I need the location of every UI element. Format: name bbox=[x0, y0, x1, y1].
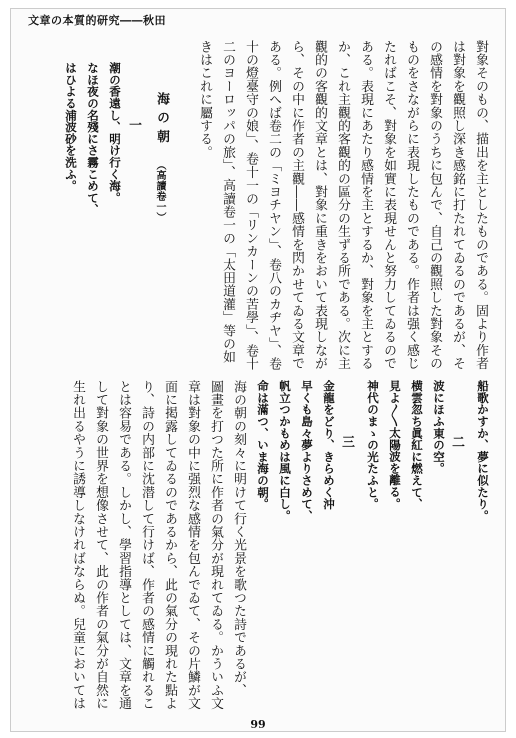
para2-line-6: とは容易である。しかし、學習指導としては、文章を通 bbox=[116, 380, 131, 710]
para1-line-1: 對象そのもの、描出を主としたものである。固より作者 bbox=[473, 40, 488, 370]
poem1-line-4: 船歌かすか、夢に似たり。 bbox=[476, 380, 490, 522]
poem3-line-1: 金龍をどり、きらめく沖 bbox=[322, 380, 336, 510]
poem3-line-4: 命は滿つ、いま海の朝。 bbox=[256, 380, 270, 510]
para1-line-13: きはこれに屬する。 bbox=[197, 40, 212, 159]
para1-line-10: ある。例へば卷二の「ミヨチヤン」、卷八のカヂヤ」、卷 bbox=[266, 40, 281, 371]
para1-line-8: 觀的の客觀的文章とは、對象に重きをおいて表現しなが bbox=[312, 40, 327, 370]
para1-line-12: 二のヨーロッパの旅」、高讀卷一の「太田道灌」等の如 bbox=[220, 40, 235, 364]
para1-line-7: か、これ主觀的客觀的の區分の生ずる所である。次に主 bbox=[335, 40, 350, 370]
poem1-line-2: なほ夜の名殘にさ霧こめて、 bbox=[86, 62, 100, 216]
para2-line-1: 海の朝の刻々に明けて行く光景を歌つた詩であるが、 bbox=[231, 380, 246, 697]
para1-line-6: ある。表現にあたり感情を主とするか、對象を主とする bbox=[358, 40, 373, 370]
poem1-line-1: 潮の香遠し、明け行く海。 bbox=[108, 62, 122, 204]
para2-line-5: り、詩の内部に沈潜して行けば、作者の感情に觸れるこ bbox=[139, 380, 154, 710]
poem2-line-4: 神代のまゝの光たふと。 bbox=[366, 380, 380, 510]
para1-line-4: ものをさながらに表現したものである。作者は强く感じ bbox=[404, 40, 419, 370]
poem2-line-2: 横雲忽ち眞紅に燃えて、 bbox=[410, 380, 424, 510]
para1-line-11: 十の燈臺守の娘」、卷十一の「リンカーンの苦學」、卷十 bbox=[243, 40, 258, 371]
page-number: 99 bbox=[250, 718, 266, 731]
section-number-3: 三 bbox=[339, 435, 354, 449]
para1-line-2: は對象を觀照し深き感銘に打たれてゐるのであるが、そ bbox=[450, 40, 465, 370]
poem-source: （高讀卷一） bbox=[154, 160, 165, 223]
running-title: 文章の本質的研究――秋田 bbox=[28, 14, 166, 27]
para2-line-7: して對象の世界を想像させて、此の作者の氣分が自然に bbox=[93, 380, 108, 710]
poem2-line-3: 見よ〳〵太陽波を離る。 bbox=[388, 380, 402, 510]
para1-line-5: たればこそ、對象を如實に表現せんと努力してゐるので bbox=[381, 40, 396, 370]
section-number-1: 一 bbox=[126, 118, 141, 132]
para2-line-2: 圖畫を打つた所に作者の氣分が現れてゐる。かういふ文 bbox=[208, 380, 223, 710]
poem-title: 海の朝 bbox=[154, 92, 169, 149]
para2-line-3: 章は對象の中に强烈な感情を包んでゐて、その片鱗が文 bbox=[185, 380, 200, 710]
poem2-line-1: 波にほふ東の空。 bbox=[432, 380, 446, 475]
para2-line-8: 生れ出るやうに誘導しなければならぬ。兒童においては bbox=[70, 380, 85, 710]
para1-line-3: の感情を對象のうちに包んで、自己の觀照した對象その bbox=[427, 40, 442, 370]
poem1-line-3: はひよる浦波砂を洗ふ。 bbox=[64, 62, 78, 192]
para2-line-4: 面に掲露してゐるのであるから、此の氣分の現れた點よ bbox=[162, 380, 177, 710]
para1-line-9: ら、その中に作者の主觀――感情を閃かせてゐる文章で bbox=[289, 40, 304, 370]
poem3-line-3: 帆立つかもめは風に白し。 bbox=[278, 380, 292, 522]
poem3-line-2: 早くも島々夢よりさめて、 bbox=[300, 380, 314, 522]
section-number-2: 二 bbox=[449, 435, 464, 449]
